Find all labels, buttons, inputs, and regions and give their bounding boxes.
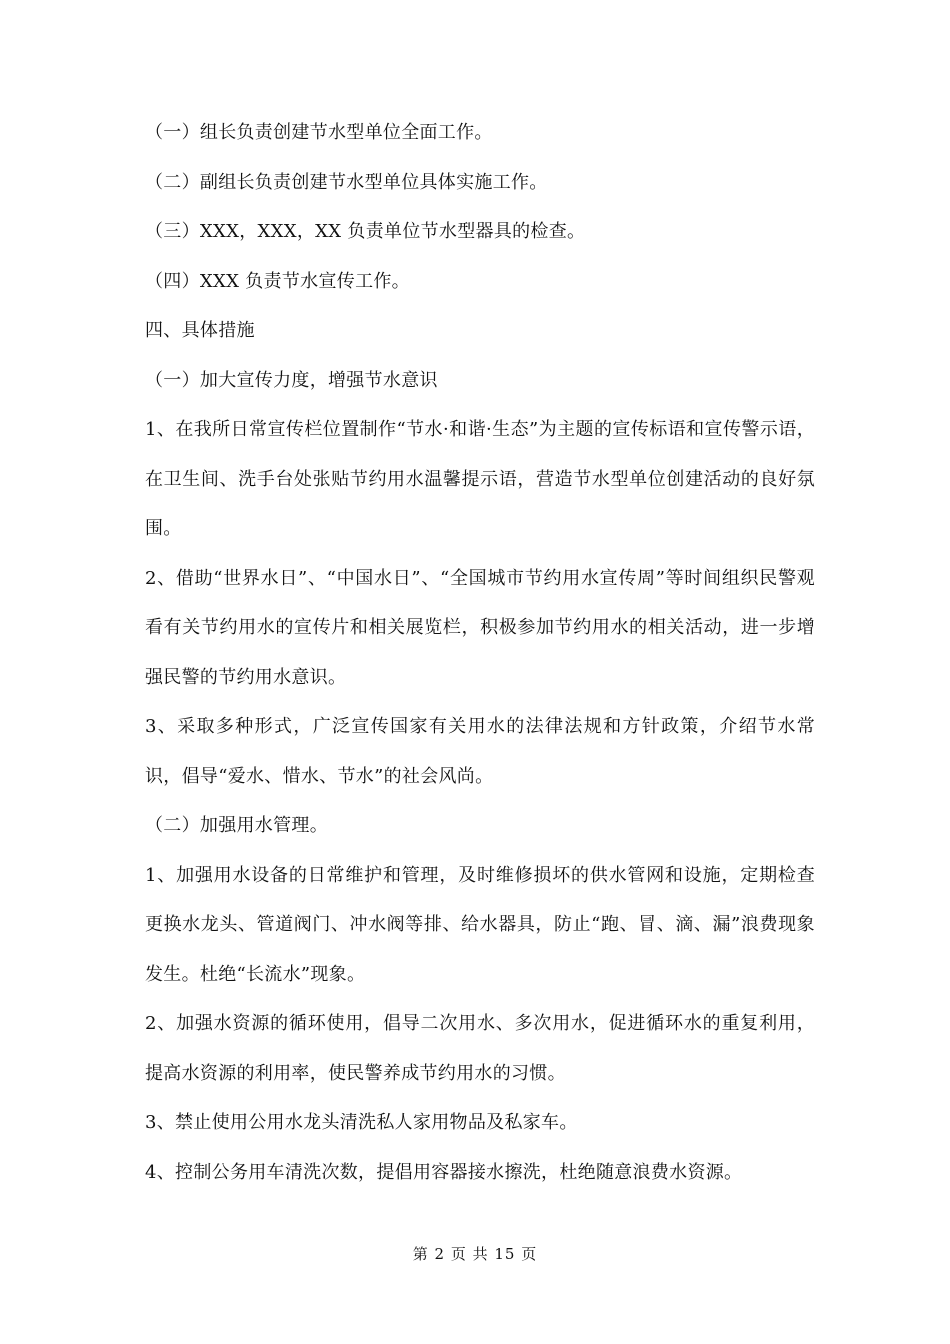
paragraph-duty-deputy-leader: （二）副组长负责创建节水型单位具体实施工作。 bbox=[145, 171, 548, 193]
page-number-footer: 第 2 页 共 15 页 bbox=[412, 1245, 538, 1263]
paragraph-management-1: 1、加强用水设备的日常维护和管理，及时维修损坏的供水管网和设施，定期检查更换水龙头、管道阀门、冲水阀等排、给水器具，防止“跑、冒、滴、漏”浪费现象发生。杜绝“长流水”现象。 bbox=[145, 864, 815, 985]
paragraph-management-4: 4、控制公务用车清洗次数，提倡用容器接水擦洗，杜绝随意浪费水资源。 bbox=[145, 1161, 743, 1183]
paragraph-management-2: 2、加强水资源的循环使用，倡导二次用水、多次用水，促进循环水的重复利用，提高水资源的利用率，使民警养成节约用水的习惯。 bbox=[145, 1013, 815, 1084]
paragraph-publicity-1: 1、在我所日常宣传栏位置制作“节水·和谐·生态”为主题的宣传标语和宣传警示语，在卫生间、洗手台处张贴节约用水温馨提示语，营造节水型单位创建活动的良好氛围。 bbox=[145, 419, 815, 539]
subheading-publicity: （一）加大宣传力度，增强节水意识 bbox=[145, 369, 438, 391]
paragraph-duty-publicity: （四）XXX 负责节水宣传工作。 bbox=[145, 270, 410, 292]
paragraph-duty-inspection: （三）XXX，XXX，XX 负责单位节水型器具的检查。 bbox=[145, 221, 586, 242]
paragraph-publicity-3: 3、采取多种形式，广泛宣传国家有关用水的法律法规和方针政策，介绍节水常识，倡导“爱水、惜水、节水”的社会风尚。 bbox=[145, 716, 815, 787]
document-body bbox=[145, 108, 815, 1197]
paragraph-duty-leader: （一）组长负责创建节水型单位全面工作。 bbox=[145, 122, 493, 143]
paragraph-publicity-2: 2、借助“世界水日”、“中国水日”、“全国城市节约用水宣传周”等时间组织民警观看有关节约用水的宣传片和相关展览栏，积极参加节约用水的相关活动，进一步增强民警的节约用水意识。 bbox=[145, 567, 815, 688]
section-heading-measures: 四、具体措施 bbox=[145, 320, 255, 341]
paragraph-management-3: 3、禁止使用公用水龙头清洗私人家用物品及私家车。 bbox=[145, 1112, 578, 1133]
subheading-management: （二）加强用水管理。 bbox=[145, 815, 328, 836]
